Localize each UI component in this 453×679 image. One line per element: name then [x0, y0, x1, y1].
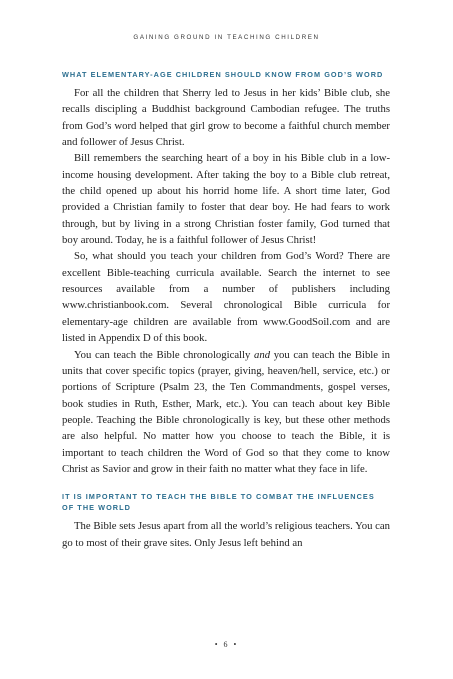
- paragraph-jesus-apart: The Bible sets Jesus apart from all the world’s religious teachers. You can go to most of their grave sites. Only Jesus left behind an: [62, 520, 390, 549]
- section-heading-elementary: WHAT ELEMENTARY-AGE CHILDREN SHOULD KNOW FROM GOD’S WORD: [62, 70, 384, 79]
- page-number: • 6 •: [214, 640, 239, 649]
- running-head: GAINING GROUND IN TEACHING CHILDREN: [133, 34, 320, 41]
- section-heading-combat-influences: IT IS IMPORTANT TO TEACH THE BIBLE TO COMBAT THE INFLUENCES OF THE WORLD: [62, 492, 375, 513]
- paragraph-sherry: For all the children that Sherry led to Jesus in her kids’ Bible club, she recalls discipling a Buddhist background Cambodian refugee. The truths from God’s word helped that girl grow to become a faithful church member and follower of Jesus Christ.: [62, 87, 390, 149]
- paragraph-bill: Bill remembers the searching heart of a boy in his Bible club in a low-income housing development. After taking the boy to a Bible club retreat, the child opened up about his horrid home life. A short time later, God provided a Christian family to foster that dear boy. He had fears to work through, but by living in a strong Christian foster family, God turned that boy around. Today, he is a faithful follower of Jesus Christ!: [62, 152, 390, 247]
- page-body: [62, 69, 390, 551]
- emphasis-and: and: [254, 348, 271, 361]
- paragraph-chronological: [62, 347, 390, 478]
- paragraph-chronological-start: You can teach the Bible chronologically: [74, 348, 255, 361]
- paragraph-what-to-teach: So, what should you teach your children from God’s Word? There are excellent Bible-teaching curricula available. Search the internet to see resources available from a number of publishers including www.christianbook.com. Several chronological Bible curricula for elementary-age children are available from www.GoodSoil.com and are listed in Appendix D of this book.: [62, 250, 390, 345]
- paragraph-chronological-rest: you can teach the Bible in units that cover specific topics (prayer, giving, heaven/hell, service, etc.) or portions of Scripture (Psalm 23, the Ten Commandments, gospel verses, book studies in Ruth, Esther, Mark, etc.). You can teach about key Bible people. Teaching the Bible chronologically is key, but these other methods are also helpful. No matter how you choose to teach the Bible, it is important to teach children the Word of God so that they come to know Christ as Savior and grow in their faith no matter what they face in life.: [62, 348, 390, 475]
